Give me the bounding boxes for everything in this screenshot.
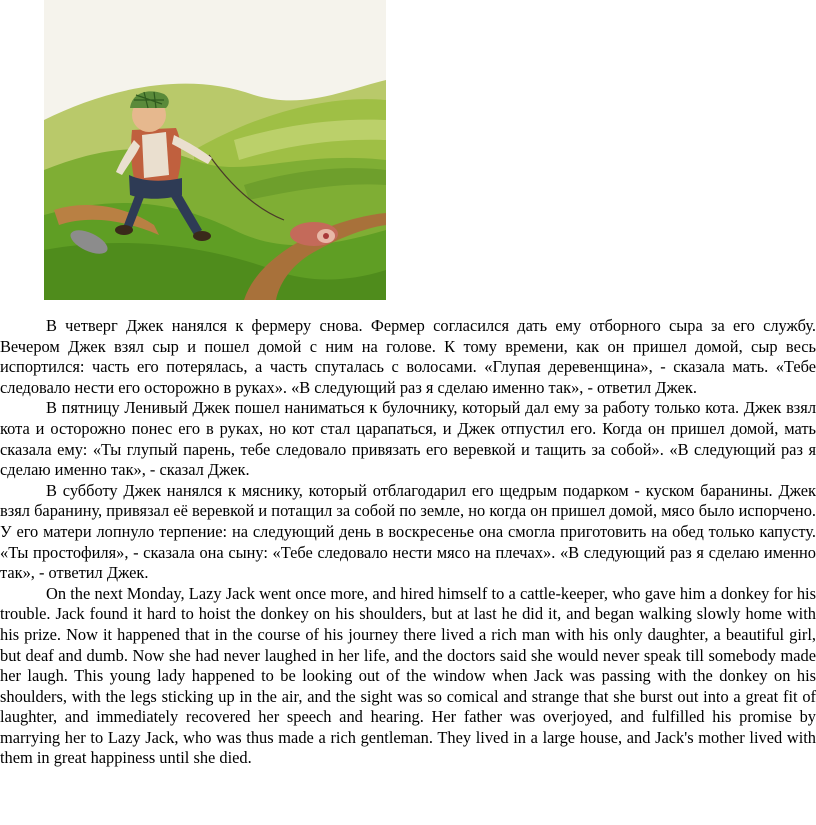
story-illustration bbox=[44, 0, 386, 300]
paragraph-saturday: В субботу Джек нанялся к мяснику, который отблагодарил его щедрым подарком - куском баранины. Джек взял баранину, привязал её веревкой и потащил за собой по земле, но когда он пришел домой, мясо было испорчено. У его матери лопнуло терпение: на следующий день в воскресенье она смогла приготовить на обед только капусту. «Ты простофиля», - сказала она сыну: «Тебе следовало нести мясо на плечах». «В следующий раз я сделаю именно так», - ответил Джек. bbox=[0, 480, 816, 583]
story-text bbox=[0, 316, 816, 769]
paragraph-friday: В пятницу Ленивый Джек пошел наниматься к булочнику, который дал ему за работу только кота. Джек взял кота и осторожно понес его в руках, но кот стал царапаться, и Джек отпустил его. Когда он пришел домой, мать сказала ему: «Ты глупый парень, тебе следовало привязать его веревкой и тащить за собой». «В следующий раз я сделаю именно так», - сказал Джек. bbox=[0, 398, 816, 480]
lazy-jack-illustration bbox=[44, 0, 386, 300]
paragraph-monday: On the next Monday, Lazy Jack went once more, and hired himself to a cattle-keeper, who gave him a donkey for his trouble. Jack found it hard to hoist the donkey on his shoulders, but at last he did it, and began walking slowly home with his prize. Now it happened that in the course of his journey there lived a rich man with his only daughter, a beautiful girl, but deaf and dumb. Now she had never laughed in her life, and the doctors said she would never speak till somebody made her laugh. This young lady happened to be looking out of the window when Jack was passing with the donkey on his shoulders, with the legs sticking up in the air, and the sight was so comical and strange that she burst out into a great fit of laughter, and immediately recovered her speech and hearing. Her father was overjoyed, and fulfilled his promise by marrying her to Lazy Jack, who was thus made a rich gentleman. They lived in a large house, and Jack's mother lived with them in great happiness until she died. bbox=[0, 583, 816, 768]
paragraph-thursday: В четверг Джек нанялся к фермеру снова. Фермер согласился дать ему отборного сыра за его службу. Вечером Джек взял сыр и пошел домой с ним на голове. К тому времени, как он пришел домой, сыр весь испортился: часть его потерялась, а часть спуталась с волосами. «Глупая деревенщина», - сказала мать. «Тебе следовало нести его осторожно в руках». «В следующий раз я сделаю именно так», - ответил Джек. bbox=[0, 316, 816, 397]
